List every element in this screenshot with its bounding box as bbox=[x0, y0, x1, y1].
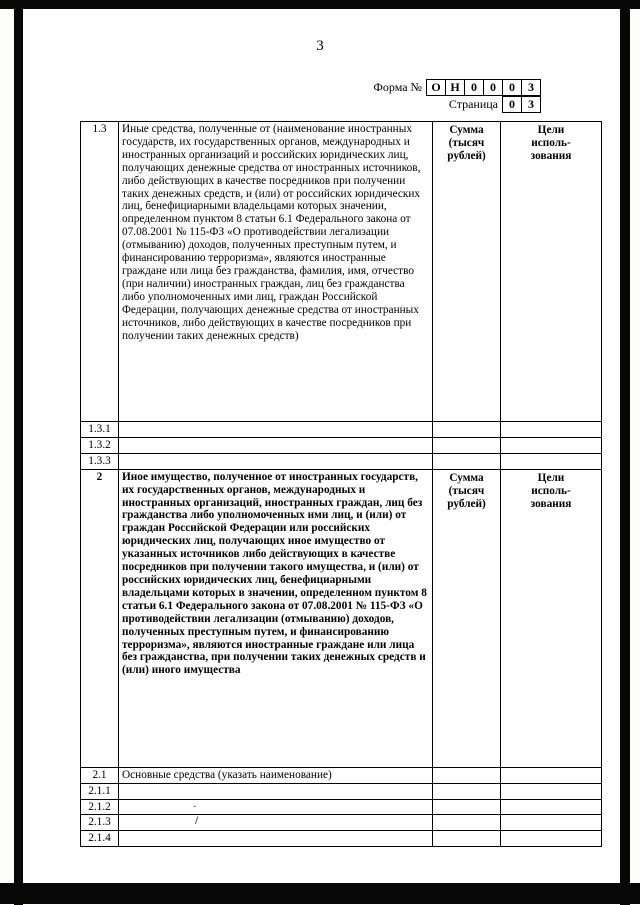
sum-value-cell bbox=[433, 422, 501, 438]
sum-header-cell bbox=[433, 122, 501, 422]
row-text-cell bbox=[119, 783, 433, 799]
sum-header-line: (тысяч bbox=[448, 136, 485, 149]
purpose-header-line: исполь- bbox=[531, 136, 571, 149]
row-number-cell: 2.1.4 bbox=[81, 831, 119, 847]
page-code-boxes bbox=[502, 96, 541, 113]
row-number-cell: 2.1.3 bbox=[81, 815, 119, 831]
form-code-box: Н bbox=[445, 79, 465, 96]
row-text-cell: Иное имущество, полученное от иностранных государств, их государственных органов, международных и иностранных организаций, иностранных граждан, лиц без гражданства либо уполномоченных ими лиц, и (или) от граждан Российской Федерации или российских юридических лиц, получающих иное имущество от указанных источников либо действующих в качестве посредников при получении такого имущества, и (или) от российских юридических лиц, бенефициарными владельцами которых в значении, определенном пунктом 8 статьи 6.1 Федерального закона от 07.08.2001 № 115-ФЗ «О противодействии легализации (отмыванию) доходов, полученных преступным путем, и финансированию терроризма», являются иностранные граждане или лица без гражданства, при получении таких денежных средств и (или) иного имущества bbox=[119, 469, 433, 767]
row-number-cell: 1.3 bbox=[81, 122, 119, 422]
row-text-cell bbox=[119, 831, 433, 847]
row-number-cell: 2.1 bbox=[81, 767, 119, 783]
scan-artifact-mark bbox=[193, 804, 196, 807]
table-row-1-3-2 bbox=[81, 437, 602, 453]
report-table bbox=[80, 121, 602, 847]
sum-header-line: рублей) bbox=[447, 497, 486, 510]
page-code-line bbox=[449, 96, 541, 113]
purpose-value-cell bbox=[501, 831, 602, 847]
purpose-header-cell bbox=[501, 469, 602, 767]
sum-value-cell bbox=[433, 453, 501, 469]
table-row-2-1-4 bbox=[81, 831, 602, 847]
row-text-cell: Основные средства (указать наименование) bbox=[119, 767, 433, 783]
row-number-cell: 2.1.2 bbox=[81, 799, 119, 815]
table-row-2-1 bbox=[81, 767, 602, 783]
page-code-box: 0 bbox=[502, 96, 522, 113]
sum-header-line: Сумма bbox=[449, 124, 484, 136]
page-code-box: 3 bbox=[521, 96, 541, 113]
sum-value-cell bbox=[433, 783, 501, 799]
row-number-cell: 1.3.2 bbox=[81, 437, 119, 453]
table-row-2 bbox=[81, 469, 602, 767]
row-text-cell bbox=[119, 453, 433, 469]
form-code-box: 0 bbox=[483, 79, 503, 96]
sum-header-line: Сумма bbox=[449, 471, 484, 484]
purpose-header-line: исполь- bbox=[531, 484, 571, 497]
sum-value-cell bbox=[433, 815, 501, 831]
purpose-value-cell bbox=[501, 453, 602, 469]
table-row-2-1-2 bbox=[81, 799, 602, 815]
purpose-value-cell bbox=[501, 815, 602, 831]
table-row-1-3-3 bbox=[81, 453, 602, 469]
form-number-label: Форма № bbox=[373, 80, 422, 94]
row-text-cell bbox=[119, 815, 433, 831]
sum-value-cell bbox=[433, 831, 501, 847]
page-code-label: Страница bbox=[448, 97, 498, 111]
row-number-cell: 2 bbox=[81, 469, 119, 767]
row-number-cell: 1.3.3 bbox=[81, 453, 119, 469]
purpose-value-cell bbox=[501, 767, 602, 783]
purpose-header-cell bbox=[501, 122, 602, 422]
sum-value-cell bbox=[433, 437, 501, 453]
purpose-value-cell bbox=[501, 783, 602, 799]
purpose-value-cell bbox=[501, 437, 602, 453]
table-row-2-1-3 bbox=[81, 815, 602, 831]
row-text-cell bbox=[119, 437, 433, 453]
table-row-1-3 bbox=[81, 122, 602, 422]
sum-value-cell bbox=[433, 767, 501, 783]
sum-header-line: рублей) bbox=[447, 149, 486, 162]
page-number: 3 bbox=[316, 38, 324, 54]
form-code-box: 0 bbox=[502, 79, 522, 96]
form-number-line bbox=[373, 79, 541, 96]
row-text-cell: Иные средства, полученные от (наименование иностранных государств, их государственных органов, международных и иностранных организаций и российских юридических лиц, получающих денежные средства от иностранных источников, либо действующих в качестве посредников при получении таких денежных средств, и (или) от российских юридических лиц, бенефициарными владельцами которых значении, определенном пунктом 8 статьи 6.1 Федерального закона от 07.08.2001 № 115-ФЗ «О противодействии легализации (отмыванию) доходов, полученных преступным путем, и финансированию терроризма», являются иностранные граждане или лица без гражданства, фамилия, имя, отчество (при наличии) иностранных граждан, лиц без гражданства либо уполномоченных ими лиц, граждан Российской Федерации, получающих денежные средства от иностранных источников, либо действующих в качестве посредников при получении таких денежных средств) bbox=[119, 122, 433, 422]
row-number-cell: 2.1.1 bbox=[81, 783, 119, 799]
form-code-box: 0 bbox=[464, 79, 484, 96]
row-number-cell: 1.3.1 bbox=[81, 422, 119, 438]
form-code-boxes bbox=[426, 79, 541, 96]
scan-border-left bbox=[14, 0, 23, 905]
purpose-value-cell bbox=[501, 422, 602, 438]
purpose-header-line: Цели bbox=[537, 124, 565, 136]
purpose-header-line: зования bbox=[530, 497, 572, 510]
form-code-box: 3 bbox=[521, 79, 541, 96]
scan-border-bottom bbox=[0, 883, 640, 904]
row-text-cell bbox=[119, 422, 433, 438]
sum-value-cell bbox=[433, 799, 501, 815]
purpose-header-line: зования bbox=[530, 149, 572, 162]
row-text-cell bbox=[119, 799, 433, 815]
purpose-value-cell bbox=[501, 799, 602, 815]
sum-header-cell bbox=[433, 469, 501, 767]
table-row-2-1-1 bbox=[81, 783, 602, 799]
scan-border-right bbox=[620, 0, 630, 905]
scan-border-top bbox=[0, 0, 640, 9]
sum-header-line: (тысяч bbox=[448, 484, 485, 497]
table-row-1-3-1 bbox=[81, 422, 602, 438]
form-code-box: О bbox=[426, 79, 446, 96]
purpose-header-line: Цели bbox=[537, 471, 565, 484]
